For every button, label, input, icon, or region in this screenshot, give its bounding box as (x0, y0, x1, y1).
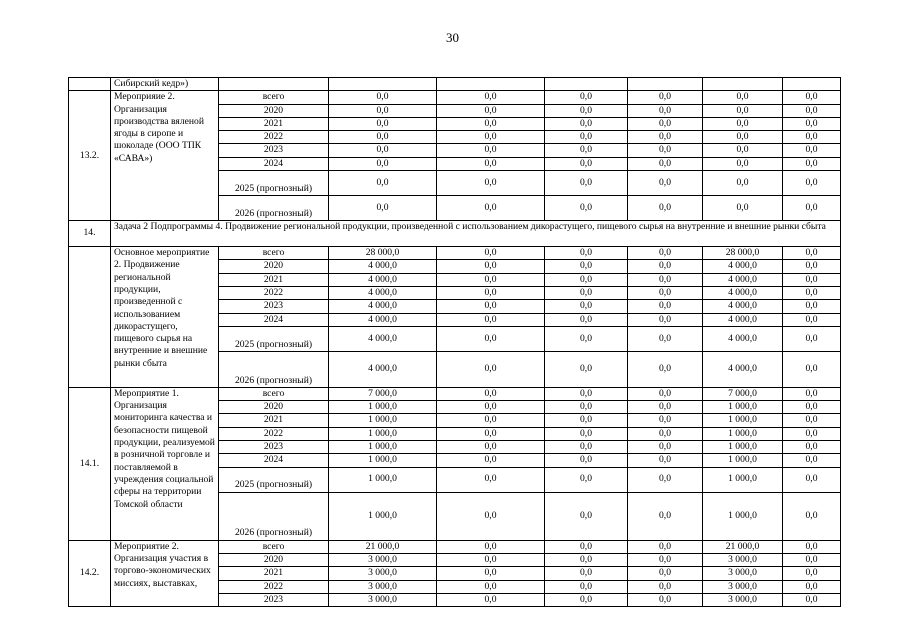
row-number-cell (69, 247, 111, 388)
value-cell: 0,0 (545, 454, 628, 467)
value-cell: 0,0 (545, 300, 628, 313)
table-row (69, 78, 841, 91)
value-cell: 0,0 (628, 104, 703, 117)
value-cell: 4 000,0 (703, 326, 783, 351)
value-cell: 0,0 (545, 131, 628, 144)
value-cell: 3 000,0 (703, 567, 783, 580)
value-cell: 0,0 (628, 144, 703, 157)
value-cell: 0,0 (437, 157, 545, 170)
value-cell: 0,0 (545, 427, 628, 440)
year-cell: 2021 (219, 273, 329, 286)
year-cell: всего (219, 387, 329, 400)
value-cell: 0,0 (703, 196, 783, 221)
value-cell: 0,0 (628, 326, 703, 351)
year-cell: 2025 (прогнозный) (219, 326, 329, 351)
table-row (69, 540, 841, 553)
year-cell: всего (219, 540, 329, 553)
row-number-cell: 14. (69, 221, 111, 247)
value-cell: 0,0 (437, 401, 545, 414)
value-cell: 0,0 (545, 567, 628, 580)
value-cell: 0,0 (628, 117, 703, 130)
budget-table (68, 77, 841, 607)
value-cell: 0,0 (783, 540, 841, 553)
value-cell: 1 000,0 (703, 427, 783, 440)
value-cell: 28 000,0 (329, 247, 437, 260)
value-cell: 0,0 (437, 351, 545, 387)
year-cell: 2025 (прогнозный) (219, 171, 329, 196)
value-cell: 0,0 (783, 326, 841, 351)
empty-cell (219, 78, 329, 91)
value-cell: 0,0 (329, 171, 437, 196)
value-cell: 0,0 (545, 104, 628, 117)
value-cell: 0,0 (628, 593, 703, 606)
row-number-cell: 13.2. (69, 91, 111, 221)
value-cell: 0,0 (628, 273, 703, 286)
year-cell: 2024 (219, 454, 329, 467)
value-cell: 0,0 (628, 196, 703, 221)
value-cell: 0,0 (545, 401, 628, 414)
value-cell: 0,0 (437, 441, 545, 454)
value-cell: 0,0 (437, 260, 545, 273)
year-cell: 2024 (219, 157, 329, 170)
year-cell: 2020 (219, 104, 329, 117)
value-cell: 4 000,0 (329, 313, 437, 326)
value-cell: 0,0 (545, 326, 628, 351)
value-cell: 0,0 (545, 580, 628, 593)
value-cell: 0,0 (703, 117, 783, 130)
value-cell: 0,0 (783, 104, 841, 117)
value-cell: 0,0 (329, 131, 437, 144)
value-cell: 4 000,0 (703, 300, 783, 313)
value-cell: 0,0 (783, 157, 841, 170)
value-cell: 0,0 (628, 401, 703, 414)
value-cell: 0,0 (437, 540, 545, 553)
value-cell: 4 000,0 (329, 286, 437, 299)
value-cell: 21 000,0 (329, 540, 437, 553)
value-cell: 0,0 (545, 387, 628, 400)
value-cell: 0,0 (545, 196, 628, 221)
value-cell: 0,0 (545, 553, 628, 566)
value-cell: 0,0 (628, 467, 703, 492)
value-cell: 1 000,0 (329, 467, 437, 492)
year-cell: 2021 (219, 117, 329, 130)
value-cell: 0,0 (628, 157, 703, 170)
value-cell: 0,0 (783, 441, 841, 454)
year-cell: 2020 (219, 553, 329, 566)
value-cell: 4 000,0 (703, 260, 783, 273)
year-cell: 2026 (прогнозный) (219, 351, 329, 387)
value-cell: 0,0 (437, 567, 545, 580)
empty-cell (628, 78, 703, 91)
value-cell: 0,0 (437, 580, 545, 593)
year-cell: 2020 (219, 401, 329, 414)
value-cell: 0,0 (628, 492, 703, 540)
value-cell: 0,0 (329, 196, 437, 221)
value-cell: 0,0 (783, 492, 841, 540)
activity-name: Мероприятие 2. Организация участия в торгово-экономических миссиях, выставках, (111, 540, 219, 606)
value-cell: 0,0 (628, 553, 703, 566)
value-cell: 3 000,0 (703, 580, 783, 593)
value-cell: 0,0 (545, 247, 628, 260)
value-cell: 0,0 (628, 454, 703, 467)
value-cell: 0,0 (437, 593, 545, 606)
value-cell: 0,0 (628, 247, 703, 260)
value-cell: 1 000,0 (703, 492, 783, 540)
value-cell: 0,0 (437, 427, 545, 440)
year-cell: 2022 (219, 427, 329, 440)
value-cell: 0,0 (783, 351, 841, 387)
value-cell: 0,0 (545, 593, 628, 606)
value-cell: 1 000,0 (703, 414, 783, 427)
empty-cell (545, 78, 628, 91)
year-cell: 2026 (прогнозный) (219, 196, 329, 221)
value-cell: 0,0 (783, 553, 841, 566)
value-cell: 0,0 (437, 131, 545, 144)
activity-name: Основное мероприятие 2. Продвижение региональной продукции, произведенной с использованием дикорастущего, пищевого сырья на внутренние и внешние рынки сбыта (111, 247, 219, 388)
value-cell: 3 000,0 (703, 553, 783, 566)
year-cell: 2022 (219, 286, 329, 299)
table-row (69, 247, 841, 260)
value-cell: 0,0 (783, 196, 841, 221)
value-cell: 0,0 (628, 313, 703, 326)
value-cell: 0,0 (628, 91, 703, 104)
value-cell: 0,0 (437, 492, 545, 540)
value-cell: 3 000,0 (703, 593, 783, 606)
value-cell: 0,0 (628, 441, 703, 454)
value-cell: 0,0 (628, 580, 703, 593)
value-cell: 4 000,0 (329, 273, 437, 286)
value-cell: 1 000,0 (329, 454, 437, 467)
value-cell: 0,0 (783, 313, 841, 326)
value-cell: 4 000,0 (703, 286, 783, 299)
year-cell: 2025 (прогнозный) (219, 467, 329, 492)
value-cell: 0,0 (329, 144, 437, 157)
year-cell: 2022 (219, 131, 329, 144)
value-cell: 1 000,0 (703, 401, 783, 414)
value-cell: 0,0 (703, 91, 783, 104)
value-cell: 0,0 (628, 540, 703, 553)
value-cell: 0,0 (437, 196, 545, 221)
value-cell: 4 000,0 (703, 351, 783, 387)
row-name-cell: Сибирский кедр») (111, 78, 219, 91)
value-cell: 0,0 (437, 117, 545, 130)
value-cell: 0,0 (628, 567, 703, 580)
value-cell: 0,0 (783, 286, 841, 299)
value-cell: 0,0 (783, 131, 841, 144)
value-cell: 0,0 (545, 157, 628, 170)
value-cell: 0,0 (437, 286, 545, 299)
value-cell: 4 000,0 (329, 326, 437, 351)
value-cell: 7 000,0 (703, 387, 783, 400)
empty-cell (783, 78, 841, 91)
activity-name: Мероприятие 1. Организация мониторинга качества и безопасности пищевой продукции, реализуемой в розничной торговле и поставляемой в учреждения социальной сферы на территории Томской области (111, 387, 219, 540)
value-cell: 0,0 (437, 553, 545, 566)
task-row (69, 221, 841, 247)
value-cell: 0,0 (783, 117, 841, 130)
value-cell: 0,0 (545, 117, 628, 130)
value-cell: 0,0 (545, 467, 628, 492)
value-cell: 0,0 (437, 313, 545, 326)
value-cell: 0,0 (783, 387, 841, 400)
value-cell: 0,0 (437, 300, 545, 313)
year-cell: 2023 (219, 593, 329, 606)
value-cell: 0,0 (783, 454, 841, 467)
value-cell: 0,0 (329, 157, 437, 170)
value-cell: 0,0 (703, 131, 783, 144)
empty-cell (703, 78, 783, 91)
value-cell: 0,0 (545, 144, 628, 157)
value-cell: 0,0 (783, 593, 841, 606)
year-cell: 2021 (219, 414, 329, 427)
value-cell: 0,0 (783, 247, 841, 260)
value-cell: 4 000,0 (329, 351, 437, 387)
value-cell: 0,0 (703, 144, 783, 157)
value-cell: 28 000,0 (703, 247, 783, 260)
value-cell: 1 000,0 (329, 414, 437, 427)
value-cell: 0,0 (545, 540, 628, 553)
value-cell: 21 000,0 (703, 540, 783, 553)
value-cell: 1 000,0 (329, 401, 437, 414)
task-title: Задача 2 Подпрограммы 4. Продвижение региональной продукции, произведенной с использованием дикорастущего, пищевого сырья на внутренние и внешние рынки сбыта (111, 221, 841, 247)
value-cell: 0,0 (437, 91, 545, 104)
value-cell: 1 000,0 (329, 492, 437, 540)
value-cell: 0,0 (783, 273, 841, 286)
value-cell: 0,0 (783, 260, 841, 273)
value-cell: 0,0 (329, 117, 437, 130)
value-cell: 0,0 (437, 387, 545, 400)
year-cell: 2020 (219, 260, 329, 273)
value-cell: 0,0 (545, 91, 628, 104)
value-cell: 0,0 (703, 104, 783, 117)
value-cell: 0,0 (545, 492, 628, 540)
value-cell: 0,0 (628, 427, 703, 440)
value-cell: 0,0 (783, 427, 841, 440)
value-cell: 0,0 (783, 580, 841, 593)
value-cell: 3 000,0 (329, 593, 437, 606)
value-cell: 0,0 (628, 131, 703, 144)
value-cell: 0,0 (329, 91, 437, 104)
value-cell: 4 000,0 (703, 313, 783, 326)
value-cell: 0,0 (703, 171, 783, 196)
value-cell: 0,0 (437, 247, 545, 260)
value-cell: 0,0 (437, 144, 545, 157)
value-cell: 0,0 (437, 454, 545, 467)
value-cell: 0,0 (545, 313, 628, 326)
value-cell: 1 000,0 (329, 427, 437, 440)
year-cell: 2023 (219, 144, 329, 157)
value-cell: 0,0 (545, 286, 628, 299)
value-cell: 3 000,0 (329, 580, 437, 593)
value-cell: 0,0 (783, 567, 841, 580)
value-cell: 1 000,0 (329, 441, 437, 454)
empty-cell (437, 78, 545, 91)
value-cell: 0,0 (545, 414, 628, 427)
year-cell: всего (219, 91, 329, 104)
value-cell: 0,0 (545, 171, 628, 196)
value-cell: 0,0 (628, 387, 703, 400)
value-cell: 0,0 (628, 260, 703, 273)
value-cell: 0,0 (437, 273, 545, 286)
value-cell: 0,0 (545, 351, 628, 387)
page-number: 30 (446, 30, 459, 45)
value-cell: 1 000,0 (703, 454, 783, 467)
value-cell: 7 000,0 (329, 387, 437, 400)
table-body (69, 78, 841, 607)
value-cell: 0,0 (437, 104, 545, 117)
row-number-cell (69, 78, 111, 91)
value-cell: 0,0 (437, 414, 545, 427)
value-cell: 0,0 (783, 171, 841, 196)
value-cell: 0,0 (783, 91, 841, 104)
value-cell: 1 000,0 (703, 467, 783, 492)
value-cell: 0,0 (329, 104, 437, 117)
table-row (69, 91, 841, 104)
value-cell: 0,0 (783, 144, 841, 157)
year-cell: 2026 (прогнозный) (219, 492, 329, 540)
activity-name: Мероприяие 2. Организация производства вяленой ягоды в сиропе и шоколаде (ООО ТПК «САВА») (111, 91, 219, 221)
year-cell: 2022 (219, 580, 329, 593)
empty-cell (329, 78, 437, 91)
value-cell: 0,0 (783, 467, 841, 492)
value-cell: 0,0 (703, 157, 783, 170)
year-cell: 2021 (219, 567, 329, 580)
value-cell: 0,0 (783, 401, 841, 414)
year-cell: 2024 (219, 313, 329, 326)
value-cell: 0,0 (628, 351, 703, 387)
value-cell: 0,0 (545, 441, 628, 454)
value-cell: 0,0 (628, 171, 703, 196)
row-number-cell: 14.1. (69, 387, 111, 540)
value-cell: 3 000,0 (329, 567, 437, 580)
value-cell: 4 000,0 (329, 260, 437, 273)
year-cell: 2023 (219, 441, 329, 454)
value-cell: 0,0 (437, 326, 545, 351)
value-cell: 0,0 (783, 414, 841, 427)
value-cell: 0,0 (437, 467, 545, 492)
value-cell: 0,0 (545, 260, 628, 273)
value-cell: 0,0 (783, 300, 841, 313)
value-cell: 0,0 (545, 273, 628, 286)
year-cell: 2023 (219, 300, 329, 313)
value-cell: 0,0 (628, 300, 703, 313)
value-cell: 3 000,0 (329, 553, 437, 566)
value-cell: 1 000,0 (703, 441, 783, 454)
table-row (69, 387, 841, 400)
value-cell: 0,0 (437, 171, 545, 196)
value-cell: 0,0 (628, 286, 703, 299)
row-number-cell: 14.2. (69, 540, 111, 606)
value-cell: 4 000,0 (703, 273, 783, 286)
value-cell: 4 000,0 (329, 300, 437, 313)
year-cell: всего (219, 247, 329, 260)
value-cell: 0,0 (628, 414, 703, 427)
